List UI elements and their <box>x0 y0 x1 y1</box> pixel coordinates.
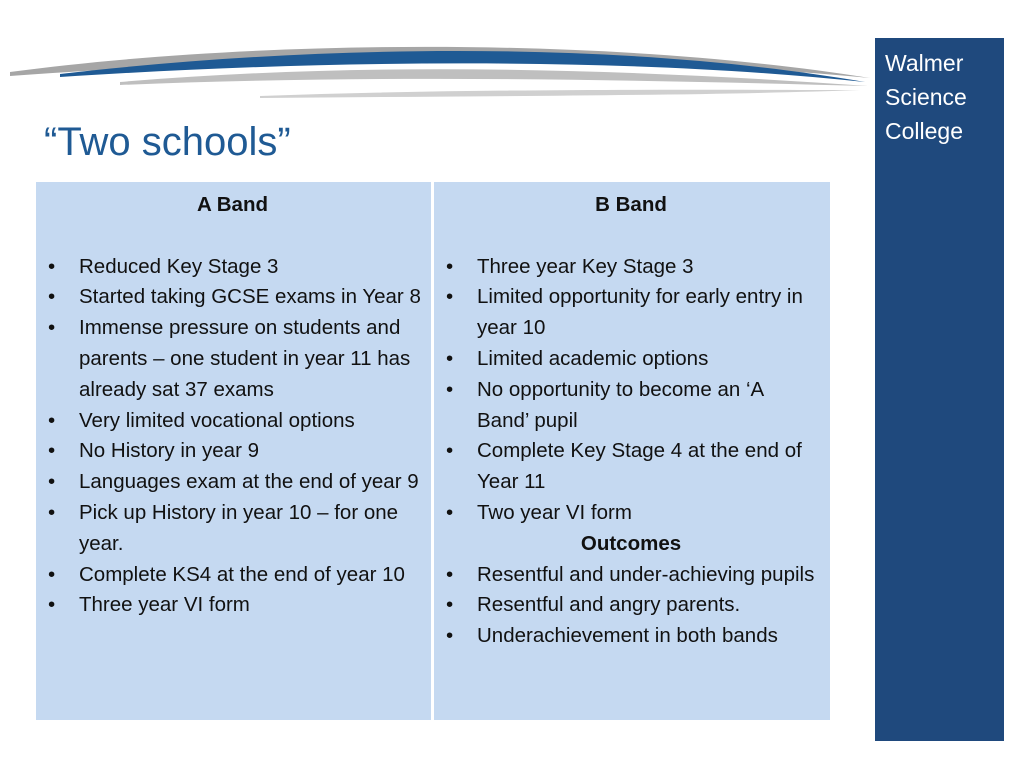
list-item-text: Very limited vocational options <box>79 408 355 432</box>
spacer <box>44 221 421 252</box>
list-item <box>44 313 421 405</box>
list-item-text: Underachievement in both bands <box>477 624 778 648</box>
list-item-text: Three year Key Stage 3 <box>477 254 694 278</box>
list-item <box>44 467 421 498</box>
a-band-list <box>44 252 421 622</box>
bullet-icon: • <box>446 593 454 617</box>
list-item-text: Immense pressure on students and parents – one student in year 11 has already sat 37 exams <box>79 316 411 401</box>
bullet-icon: • <box>48 470 56 494</box>
bullet-icon: • <box>446 285 454 309</box>
bullet-icon: • <box>48 562 56 586</box>
list-item-text: Pick up History in year 10 – for one year. <box>79 500 399 555</box>
bullet-icon: • <box>48 408 56 432</box>
list-item <box>442 344 820 375</box>
b-band-heading: B Band <box>595 193 667 216</box>
list-item <box>442 560 820 591</box>
spacer <box>442 221 820 252</box>
list-item <box>44 252 421 283</box>
bullet-icon: • <box>446 377 454 401</box>
b-band-list <box>442 252 820 529</box>
list-item <box>44 590 421 621</box>
list-item <box>44 406 421 437</box>
bullet-icon: • <box>48 254 56 278</box>
brand-line-3: College <box>885 118 963 144</box>
college-brand-panel <box>875 38 1004 741</box>
list-item <box>44 498 421 560</box>
slide-title: “Two schools” <box>44 120 291 164</box>
list-item-text: No opportunity to become an ‘A Band’ pupil <box>477 377 764 432</box>
list-item <box>442 621 820 652</box>
a-band-heading: A Band <box>197 193 268 216</box>
bullet-icon: • <box>446 439 454 463</box>
list-item-text: Two year VI form <box>477 500 632 524</box>
band-comparison-table <box>36 182 830 720</box>
list-item <box>44 282 421 313</box>
list-item-text: Reduced Key Stage 3 <box>79 254 279 278</box>
list-item <box>442 436 820 498</box>
list-item <box>442 282 820 344</box>
list-item <box>442 590 820 621</box>
bullet-icon: • <box>48 316 56 340</box>
bullet-icon: • <box>48 500 56 524</box>
bullet-icon: • <box>48 439 56 463</box>
list-item-text: Resentful and angry parents. <box>477 593 741 617</box>
list-item-text: Limited opportunity for early entry in year 10 <box>477 285 803 340</box>
list-item <box>44 436 421 467</box>
bullet-icon: • <box>48 593 56 617</box>
brand-line-1: Walmer <box>885 50 964 76</box>
bullet-icon: • <box>48 285 56 309</box>
outcomes-heading: Outcomes <box>580 531 682 555</box>
list-item-text: Complete KS4 at the end of year 10 <box>79 562 405 586</box>
bullet-icon: • <box>446 346 454 370</box>
a-band-column <box>36 182 431 720</box>
list-item <box>44 560 421 591</box>
list-item <box>442 498 820 529</box>
list-item-text: Languages exam at the end of year 9 <box>79 470 419 494</box>
list-item <box>442 252 820 283</box>
list-item-text: Resentful and under-achieving pupils <box>477 562 815 586</box>
list-item-text: Three year VI form <box>79 593 250 617</box>
list-item-text: Limited academic options <box>477 346 709 370</box>
bullet-icon: • <box>446 562 454 586</box>
list-item <box>442 375 820 437</box>
bullet-icon: • <box>446 500 454 524</box>
outcomes-list <box>442 560 820 652</box>
bullet-icon: • <box>446 624 454 648</box>
list-item-text: No History in year 9 <box>79 439 260 463</box>
brand-line-2: Science <box>885 84 967 110</box>
b-band-column <box>434 182 830 720</box>
bullet-icon: • <box>446 254 454 278</box>
list-item-text: Complete Key Stage 4 at the end of Year 11 <box>477 439 802 494</box>
list-item-text: Started taking GCSE exams in Year 8 <box>79 285 421 309</box>
header-swoosh-graphic <box>0 30 880 110</box>
